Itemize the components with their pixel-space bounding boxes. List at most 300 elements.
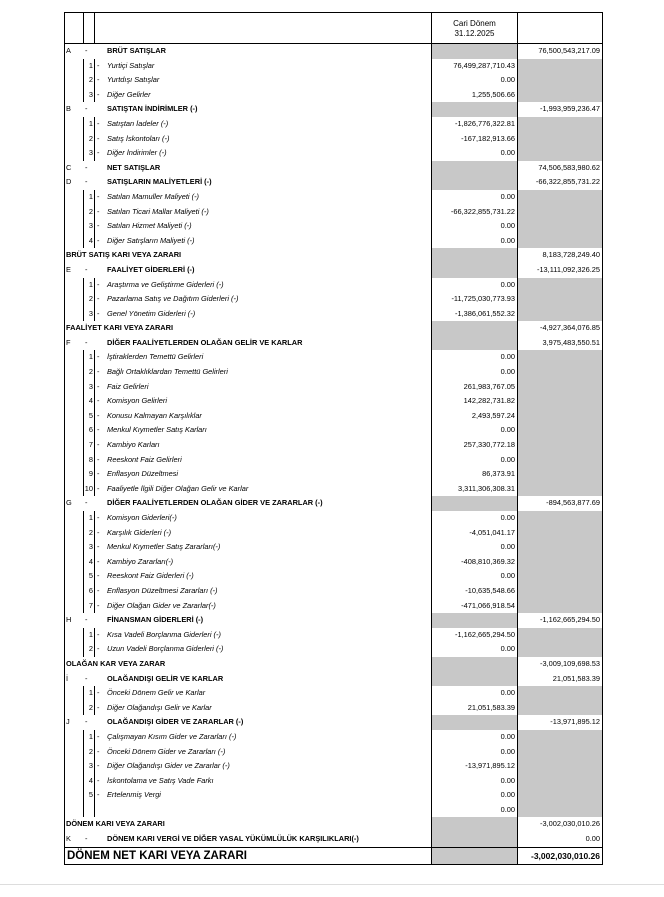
table-row <box>65 686 602 701</box>
row-period-value: -4,051,041.17 <box>469 527 515 537</box>
row-label-cell <box>65 307 432 322</box>
row-period-cell <box>432 146 518 161</box>
table-row <box>65 496 602 511</box>
row-item-number: 3 <box>83 759 94 774</box>
table-row <box>65 248 602 263</box>
row-dash: - <box>94 88 105 103</box>
table-row <box>65 365 602 380</box>
row-label: Faiz Gelirleri <box>107 381 149 391</box>
row-section-key: G <box>66 498 72 508</box>
table-row <box>65 599 602 614</box>
row-period-cell <box>432 467 518 482</box>
row-total-cell <box>518 321 602 336</box>
row-period-cell <box>432 409 518 424</box>
row-dash: - <box>94 73 105 88</box>
row-label: Yurtiçi Satışlar <box>107 60 155 70</box>
row-section-key <box>65 701 83 716</box>
row-section-key <box>65 788 83 803</box>
table-row <box>65 774 602 789</box>
page-bottom-divider <box>0 884 664 885</box>
table-row <box>65 59 602 74</box>
table-row <box>65 350 602 365</box>
row-total-cell <box>518 453 602 468</box>
row-total-value: -13,111,092,326.25 <box>536 264 600 274</box>
row-total-cell <box>518 511 602 526</box>
table-row <box>65 832 602 847</box>
row-period-value: 0.00 <box>500 571 515 581</box>
row-label-cell <box>65 73 432 88</box>
row-dash <box>94 336 105 351</box>
row-dash: - <box>94 146 105 161</box>
row-total-value: -894,563,877.69 <box>546 498 600 508</box>
row-label: DİĞER FAALİYETLERDEN OLAĞAN GİDER VE ZARARLAR (-) <box>107 498 323 508</box>
row-dash: - <box>94 759 105 774</box>
row-period-cell <box>432 278 518 293</box>
row-period-cell <box>432 423 518 438</box>
row-item-number: 3 <box>83 88 94 103</box>
row-period-cell <box>432 482 518 497</box>
table-row <box>65 73 602 88</box>
row-period-cell <box>432 380 518 395</box>
table-row <box>65 190 602 205</box>
row-total-cell <box>518 803 602 818</box>
row-item-number: 2 <box>83 365 94 380</box>
row-label: Menkul Kıymetler Satış Zararları(-) <box>107 542 221 552</box>
table-row <box>65 394 602 409</box>
row-label: Satıştan İadeler (-) <box>107 118 169 128</box>
row-label: Bağlı Ortaklıklardan Temettü Gelirleri <box>107 367 228 377</box>
row-item-number: 6 <box>83 584 94 599</box>
row-item-number: 1 <box>83 511 94 526</box>
row-section-key <box>65 219 83 234</box>
row-dash: - <box>94 555 105 570</box>
row-total-cell <box>518 599 602 614</box>
row-section-key <box>65 190 83 205</box>
row-total-cell <box>518 423 602 438</box>
row-period-value: 0.00 <box>500 148 515 158</box>
row-label: Komisyon Gelirleri <box>107 396 167 406</box>
table-row <box>65 715 602 730</box>
row-period-cell <box>432 788 518 803</box>
row-total-value: -1,993,959,236.47 <box>540 104 600 114</box>
row-section-key: D <box>66 177 72 187</box>
row-label: OLAĞANDIŞI GELİR VE KARLAR <box>107 673 224 683</box>
row-period-cell <box>432 599 518 614</box>
table-row <box>65 584 602 599</box>
table-row <box>65 409 602 424</box>
row-period-cell <box>432 394 518 409</box>
row-item-number: 5 <box>83 569 94 584</box>
table-row <box>65 278 602 293</box>
row-item-number: 4 <box>83 234 94 249</box>
row-period-cell <box>432 613 518 628</box>
table-row <box>65 847 602 864</box>
row-label-cell <box>65 44 432 59</box>
row-label-cell <box>65 496 432 511</box>
row-dash: - <box>94 278 105 293</box>
table-row <box>65 511 602 526</box>
row-label-cell <box>65 88 432 103</box>
row-item-number: 2 <box>83 132 94 147</box>
row-label-cell <box>65 175 432 190</box>
row-period-value: 0.00 <box>500 425 515 435</box>
row-section-key <box>65 132 83 147</box>
row-label: FİNANSMAN GİDERLERİ (-) <box>107 615 204 625</box>
row-total-cell <box>518 788 602 803</box>
row-period-value: 0.00 <box>500 221 515 231</box>
row-total-cell <box>518 467 602 482</box>
row-label: Uzun Vadeli Borçlanma Giderleri (-) <box>107 644 224 654</box>
row-item-number <box>83 803 94 818</box>
row-section-key <box>65 423 83 438</box>
row-total-cell <box>518 496 602 511</box>
row-label: Genel Yönetim Giderleri (-) <box>107 308 196 318</box>
row-section-key <box>65 599 83 614</box>
row-dash: - <box>94 482 105 497</box>
row-period-value: 0.00 <box>500 75 515 85</box>
row-period-cell <box>432 555 518 570</box>
row-period-value: -408,810,369.32 <box>461 556 515 566</box>
row-dash: - <box>94 380 105 395</box>
row-label-cell <box>65 482 432 497</box>
row-period-value: 0.00 <box>500 688 515 698</box>
row-section-key <box>65 438 83 453</box>
row-total-cell <box>518 628 602 643</box>
row-item-number: - <box>85 615 88 625</box>
row-label-cell <box>65 278 432 293</box>
row-section-key <box>65 380 83 395</box>
row-period-cell <box>432 686 518 701</box>
column-title: Cari Dönem <box>453 19 496 28</box>
row-label: Karşılık Giderleri (-) <box>107 527 172 537</box>
row-item-number: 7 <box>83 599 94 614</box>
row-dash <box>94 161 105 176</box>
row-period-cell <box>432 730 518 745</box>
row-label-cell <box>65 730 432 745</box>
row-period-cell <box>432 832 518 847</box>
row-label: Enflasyon Düzeltmesi <box>107 469 179 479</box>
row-dash: - <box>94 117 105 132</box>
row-section-key <box>65 803 83 818</box>
row-label-cell <box>65 701 432 716</box>
row-total-cell <box>518 336 602 351</box>
table-row <box>65 161 602 176</box>
row-total-cell <box>518 88 602 103</box>
row-dash: - <box>94 438 105 453</box>
row-label: Kambiyo Zararları(-) <box>107 556 174 566</box>
row-period-value: -66,322,855,731.22 <box>450 206 515 216</box>
table-row <box>65 307 602 322</box>
row-period-cell <box>432 73 518 88</box>
row-period-cell <box>432 715 518 730</box>
header-period-column <box>432 13 518 43</box>
row-period-cell <box>432 496 518 511</box>
row-section-key <box>65 526 83 541</box>
row-label: Araştırma ve Geliştirme Giderleri (-) <box>107 279 224 289</box>
row-period-value: 0.00 <box>500 367 515 377</box>
row-label: NET SATIŞLAR <box>107 162 161 172</box>
row-label: Diğer Olağan Gider ve Zararlar(-) <box>107 600 216 610</box>
row-label-cell <box>65 263 432 278</box>
row-item-number: 1 <box>83 350 94 365</box>
row-dash <box>94 44 105 59</box>
row-label: FAALİYET KARI VEYA ZARARI <box>66 323 174 333</box>
row-label: Kambiyo Karları <box>107 440 160 450</box>
row-item-number: 5 <box>83 409 94 424</box>
table-row <box>65 803 602 818</box>
row-label: BRÜT SATIŞ KARI VEYA ZARARI <box>66 250 182 260</box>
row-label-cell <box>65 292 432 307</box>
row-dash: - <box>94 365 105 380</box>
table-row <box>65 745 602 760</box>
table-row <box>65 102 602 117</box>
row-item-number: - <box>85 104 88 114</box>
row-item-number: 1 <box>83 730 94 745</box>
row-period-cell <box>432 161 518 176</box>
row-period-value: -167,182,913.66 <box>461 133 515 143</box>
row-dash: - <box>94 423 105 438</box>
row-period-cell <box>432 817 518 832</box>
row-label-cell <box>65 205 432 220</box>
row-label: Pazarlama Satış ve Dağıtım Giderleri (-) <box>107 294 239 304</box>
row-period-value: 0.00 <box>500 644 515 654</box>
row-item-number: 8 <box>83 453 94 468</box>
row-period-value: 257,330,772.18 <box>463 440 515 450</box>
row-section-key <box>65 774 83 789</box>
row-label: Yurtdışı Satışlar <box>107 75 160 85</box>
row-label-cell <box>65 642 432 657</box>
table-row <box>65 467 602 482</box>
row-period-value: 0.00 <box>500 454 515 464</box>
row-dash <box>94 175 105 190</box>
row-period-cell <box>432 248 518 263</box>
row-section-key <box>65 759 83 774</box>
row-section-key <box>65 467 83 482</box>
row-total-cell <box>518 278 602 293</box>
row-label-cell <box>65 584 432 599</box>
row-label-cell <box>65 803 432 818</box>
row-label-cell <box>65 59 432 74</box>
row-item-number: 5 <box>83 788 94 803</box>
row-item-number: - <box>85 177 88 187</box>
row-total-value: 21,051,583.39 <box>552 673 600 683</box>
row-period-cell <box>432 438 518 453</box>
table-row <box>65 438 602 453</box>
row-item-number: 1 <box>83 190 94 205</box>
row-total-value: -66,322,855,731.22 <box>535 177 600 187</box>
row-total-cell <box>518 292 602 307</box>
table-row <box>65 555 602 570</box>
row-dash <box>94 102 105 117</box>
table-row <box>65 263 602 278</box>
row-section-key <box>65 745 83 760</box>
row-label: Satılan Ticari Mallar Maliyeti (-) <box>107 206 209 216</box>
row-item-number: 3 <box>83 380 94 395</box>
row-item-number: 2 <box>83 73 94 88</box>
row-section-key: C <box>66 162 72 172</box>
row-total-cell <box>518 832 602 847</box>
row-section-key <box>65 409 83 424</box>
row-label: Önceki Dönem Gider ve Zararları (-) <box>107 746 226 756</box>
table-row <box>65 817 602 832</box>
row-period-value: -13,971,895.12 <box>465 761 515 771</box>
row-period-value: 261,983,767.05 <box>463 381 515 391</box>
row-period-cell <box>432 336 518 351</box>
header-total-column <box>518 13 602 43</box>
row-label-cell <box>65 599 432 614</box>
row-label-cell <box>65 102 432 117</box>
row-item-number: 2 <box>83 205 94 220</box>
row-label: Konusu Kalmayan Karşılıklar <box>107 410 202 420</box>
row-item-number: - <box>85 162 88 172</box>
table-row <box>65 88 602 103</box>
row-label-cell <box>65 117 432 132</box>
row-item-number: - <box>85 717 88 727</box>
row-item-number: 1 <box>83 59 94 74</box>
row-period-cell <box>432 803 518 818</box>
row-item-number: 3 <box>83 219 94 234</box>
row-total-cell <box>518 234 602 249</box>
row-dash: - <box>94 219 105 234</box>
row-dash: - <box>94 599 105 614</box>
row-total-value: -3,009,109,698.53 <box>540 658 600 668</box>
row-section-key <box>65 394 83 409</box>
row-section-key <box>65 278 83 293</box>
row-item-number: - <box>85 673 88 683</box>
row-total-cell <box>518 848 602 864</box>
row-label: FAALİYET GİDERLERİ (-) <box>107 264 195 274</box>
row-section-key <box>65 540 83 555</box>
row-total-cell <box>518 132 602 147</box>
row-dash: - <box>94 350 105 365</box>
row-section-key <box>65 146 83 161</box>
row-period-value: 3,311,306,308.31 <box>458 483 515 493</box>
row-label-cell <box>65 628 432 643</box>
row-period-value: -1,386,061,552.32 <box>455 308 515 318</box>
row-item-number: 2 <box>83 526 94 541</box>
row-period-value: -471,066,918.54 <box>461 600 515 610</box>
row-label-cell <box>65 715 432 730</box>
row-period-cell <box>432 102 518 117</box>
row-period-cell <box>432 321 518 336</box>
table-row <box>65 701 602 716</box>
row-total-value: -4,927,364,076.85 <box>540 323 600 333</box>
row-period-value: 0.00 <box>500 235 515 245</box>
row-period-cell <box>432 511 518 526</box>
row-total-value: -3,002,030,010.26 <box>530 850 600 861</box>
row-total-value: -1,162,665,294.50 <box>540 615 600 625</box>
row-label-cell <box>65 745 432 760</box>
row-period-value: 76,499,287,710.43 <box>453 60 515 70</box>
row-section-key: H <box>66 615 72 625</box>
row-period-cell <box>432 59 518 74</box>
row-label-cell <box>65 817 432 832</box>
row-total-cell <box>518 526 602 541</box>
row-label: Kısa Vadeli Borçlanma Giderleri (-) <box>107 629 221 639</box>
table-row <box>65 205 602 220</box>
row-label: Diğer Gelirler <box>107 89 151 99</box>
row-period-cell <box>432 774 518 789</box>
row-total-value: 3,975,483,550.51 <box>542 337 600 347</box>
row-dash <box>94 672 105 687</box>
row-label-cell <box>65 613 432 628</box>
row-section-key <box>65 628 83 643</box>
row-dash <box>94 613 105 628</box>
row-label-cell <box>65 555 432 570</box>
row-total-cell <box>518 584 602 599</box>
row-period-cell <box>432 642 518 657</box>
row-dash <box>94 832 105 847</box>
row-label-cell <box>65 380 432 395</box>
row-item-number: 1 <box>83 628 94 643</box>
row-section-key: K <box>66 834 71 844</box>
row-item-number: 2 <box>83 745 94 760</box>
row-label: Enflasyon Düzeltmesi Zararları (-) <box>107 585 218 595</box>
table-row <box>65 613 602 628</box>
row-total-value: -3,002,030,010.26 <box>540 819 600 829</box>
table-row <box>65 234 602 249</box>
row-total-cell <box>518 642 602 657</box>
row-label-cell <box>65 759 432 774</box>
row-item-number: 9 <box>83 467 94 482</box>
row-total-value: -13,971,895.12 <box>550 717 600 727</box>
row-period-value: -11,725,030,773.93 <box>451 294 515 304</box>
row-period-cell <box>432 848 518 864</box>
table-row <box>65 540 602 555</box>
row-label: OLAĞANDIŞI GİDER VE ZARARLAR (-) <box>107 717 244 727</box>
row-period-value: 0.00 <box>500 775 515 785</box>
row-period-cell <box>432 657 518 672</box>
row-period-cell <box>432 205 518 220</box>
row-dash: - <box>94 292 105 307</box>
row-label: Satış İskontoları (-) <box>107 133 170 143</box>
row-dash <box>94 803 105 818</box>
row-label: Menkul Kıymetler Satış Karları <box>107 425 207 435</box>
row-total-value: 76,500,543,217.09 <box>538 46 600 55</box>
table-row <box>65 423 602 438</box>
table-row <box>65 759 602 774</box>
row-total-value: 74,506,583,980.62 <box>538 162 600 172</box>
row-total-cell <box>518 657 602 672</box>
row-item-number: 1 <box>83 117 94 132</box>
row-period-value: -1,826,776,322.81 <box>455 118 515 128</box>
row-section-key <box>65 365 83 380</box>
row-total-cell <box>518 161 602 176</box>
row-label-cell <box>65 161 432 176</box>
row-total-cell <box>518 380 602 395</box>
table-row <box>65 219 602 234</box>
row-label: DÖNEM KARI VERGİ VE DİĞER YASAL YÜKÜMLÜLÜK KARŞILIKLARI(-) <box>107 834 359 844</box>
row-section-key: A <box>66 46 71 55</box>
row-period-cell <box>432 745 518 760</box>
row-total-cell <box>518 263 602 278</box>
row-item-number: 3 <box>83 307 94 322</box>
row-label: Faaliyetle İlgili Diğer Olağan Gelir ve Karlar <box>107 483 249 493</box>
table-row <box>65 453 602 468</box>
row-period-cell <box>432 584 518 599</box>
row-total-cell <box>518 540 602 555</box>
table-body <box>65 44 602 864</box>
row-label: Reeskont Faiz Gelirleri <box>107 454 182 464</box>
row-period-cell <box>432 759 518 774</box>
table-row <box>65 788 602 803</box>
row-label-cell <box>65 569 432 584</box>
row-section-key <box>65 307 83 322</box>
row-total-cell <box>518 350 602 365</box>
row-dash: - <box>94 59 105 74</box>
row-label: DÖNEM NET KARI VEYA ZARARI <box>67 849 247 862</box>
row-period-value: 0.00 <box>500 804 515 814</box>
